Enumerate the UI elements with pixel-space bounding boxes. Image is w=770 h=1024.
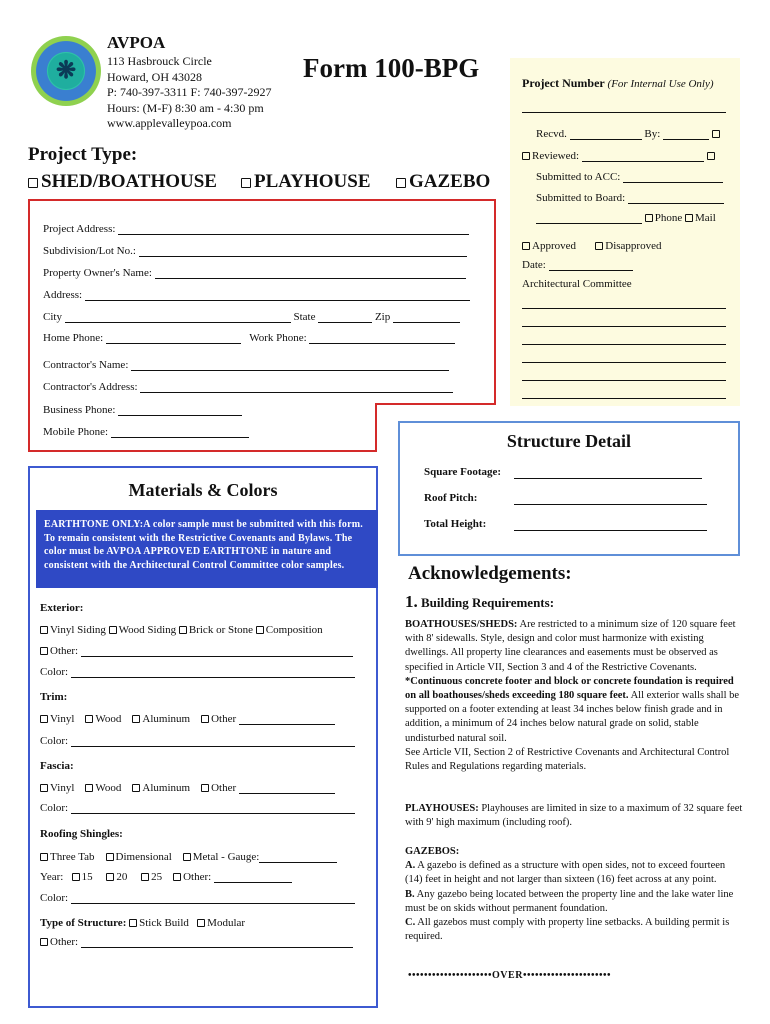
square-footage-label: Square Footage: [424, 466, 502, 478]
submitted-acc-field[interactable] [623, 182, 723, 183]
earthtone-banner: EARTHTONE ONLY:A color sample must be submitted with this form. To remain consistent with the Restrictive Covenants and Bylaws. The color must be AVPOA APPROVED EARTHTONE in nature and consistent with the Architectural Control Committee color samples. [36, 510, 378, 588]
checkbox[interactable] [522, 152, 530, 160]
checkbox[interactable] [85, 784, 93, 792]
structure-other-row: Other: [40, 936, 353, 948]
committee-line[interactable] [522, 380, 726, 381]
checkbox[interactable] [141, 873, 149, 881]
reviewed-row: Reviewed: [522, 150, 717, 162]
trim-color-field[interactable] [71, 746, 355, 747]
fascia-options: Vinyl Wood Aluminum Other [40, 782, 335, 794]
gazebo-option[interactable] [396, 171, 490, 193]
business-phone-field[interactable] [118, 415, 242, 416]
square-footage-field[interactable] [514, 478, 702, 479]
exterior-label: Exterior: [40, 602, 84, 614]
checkbox[interactable] [40, 626, 48, 634]
checkbox[interactable] [396, 178, 406, 188]
checkbox[interactable] [201, 784, 209, 792]
trim-other-field[interactable] [239, 724, 335, 725]
fascia-color-row: Color: [40, 802, 355, 814]
work-phone-field[interactable] [309, 343, 455, 344]
phone-mail-row: Phone Mail [536, 212, 716, 224]
submitted-board-field[interactable] [628, 203, 724, 204]
exterior-other-field[interactable] [81, 656, 353, 657]
mobile-phone-field[interactable] [111, 437, 249, 438]
reviewed-field[interactable] [582, 161, 704, 162]
address-line: 113 Hasbrouck Circle [107, 54, 212, 68]
contractor-name-field[interactable] [131, 370, 449, 371]
checkbox[interactable] [40, 938, 48, 946]
structure-type-row: Type of Structure: Stick Build Modular [40, 917, 246, 929]
checkbox[interactable] [40, 715, 48, 723]
committee-line[interactable] [522, 362, 726, 363]
contractor-address-row: Contractor's Address: [43, 381, 453, 393]
recvd-row: Recvd. By: [536, 128, 722, 140]
metal-gauge-field[interactable] [259, 862, 337, 863]
submitted-acc-row: Submitted to ACC: [536, 171, 723, 183]
exterior-other-row: Other: [40, 645, 353, 657]
acknowledgements-title: Acknowledgements: [408, 563, 572, 584]
gazebo-paragraph: GAZEBOS: A. A gazebo is defined as a structure with open sides, not to exceed fourteen (14) feet in height and not larger than sixteen (16) feet across at any point. B. Any gazebo being located between the property line and the lake water line must be on skids without permanent foundation. C. All gazebos must comply with property line setbacks. A building permit is required. [405, 846, 734, 943]
org-address [107, 54, 272, 132]
hours-line: Hours: (M-F) 8:30 am - 4:30 pm [107, 100, 264, 115]
fascia-label: Fascia: [40, 760, 74, 772]
checkbox[interactable] [132, 784, 140, 792]
business-phone-row: Business Phone: [43, 404, 242, 416]
city-field[interactable] [65, 322, 291, 323]
website-link[interactable]: www.applevalleypoa.com [107, 116, 232, 130]
trim-label: Trim: [40, 691, 68, 703]
city-state-zip-row: City State Zip [43, 311, 460, 323]
checkbox[interactable] [595, 242, 603, 250]
tree-icon: ❋ [48, 53, 84, 89]
avpoa-logo [31, 36, 101, 106]
year-options: Year: 15 20 25 Other: [40, 871, 292, 883]
contractor-name-row: Contractor's Name: [43, 359, 449, 371]
project-address-field[interactable] [118, 234, 469, 235]
checkbox[interactable] [256, 626, 264, 634]
roofing-color-field[interactable] [71, 903, 355, 904]
total-height-field[interactable] [514, 530, 707, 531]
mobile-phone-row: Mobile Phone: [43, 426, 249, 438]
checkbox[interactable] [712, 130, 720, 138]
fascia-color-field[interactable] [71, 813, 355, 814]
trim-color-row: Color: [40, 735, 355, 747]
fascia-other-field[interactable] [239, 793, 335, 794]
address-line: Howard, OH 43028 [107, 69, 202, 84]
checkbox[interactable] [522, 242, 530, 250]
committee-line[interactable] [522, 326, 726, 327]
contractor-address-field[interactable] [140, 392, 453, 393]
over-indicator: •••••••••••••••••••••OVER•••••••••••••••••••••• [408, 970, 611, 981]
checkbox[interactable] [685, 214, 693, 222]
boathouse-paragraph: BOATHOUSES/SHEDS: Are restricted to a minimum size of 120 square feet with 8' sidewalls. Style, design and color must harmonize with existing dwellings. All property line clearances and easements must be observed as specified in Article VII, Section 3 and 4 of the Restrictive Covenants. *Continuous concrete footer and block or concrete foundation is required on all boathouses/sheds exceeding 180 square feet. All exterior walls shall be supported on a footer extending at least 34 inches below finish grade and in addition, a minimum of 24 inches below natural grade on solid, stable undisturbed natural soil. See Article VII, Section 2 of Restrictive Covenants and Architectural Control Rules and Regulations regarding materials. [405, 619, 740, 773]
checkbox[interactable] [645, 214, 653, 222]
committee-line[interactable] [522, 308, 726, 309]
materials-title: Materials & Colors [128, 480, 278, 500]
shed-option[interactable] [28, 171, 217, 193]
phones-row: Home Phone: Work Phone: [43, 332, 455, 344]
roofing-color-row: Color: [40, 892, 355, 904]
date-field[interactable] [549, 270, 633, 271]
checkbox[interactable] [179, 626, 187, 634]
checkbox[interactable] [106, 853, 114, 861]
project-number-field[interactable] [522, 112, 726, 113]
submitted-board-row: Submitted to Board: [536, 192, 724, 204]
checkbox[interactable] [72, 873, 80, 881]
internal-use-panel [510, 58, 740, 406]
submission-date-field[interactable] [536, 223, 642, 224]
exterior-color-row: Color: [40, 666, 355, 678]
home-phone-field[interactable] [106, 343, 241, 344]
trim-options: Vinyl Wood Aluminum Other [40, 713, 335, 725]
roofing-label: Roofing Shingles: [40, 828, 123, 840]
owner-address-field[interactable] [85, 300, 470, 301]
playhouse-option[interactable] [241, 171, 371, 193]
checkbox[interactable] [129, 919, 137, 927]
project-number-label: Project Number (For Internal Use Only) [522, 76, 714, 90]
checkbox[interactable] [40, 853, 48, 861]
roof-pitch-label: Roof Pitch: [424, 492, 478, 504]
roofing-options: Three Tab Dimensional Metal - Gauge: [40, 851, 337, 863]
roof-pitch-field[interactable] [514, 504, 707, 505]
option-label: GAZEBO [409, 171, 491, 192]
materials-box [28, 466, 378, 1008]
checkbox[interactable] [85, 715, 93, 723]
checkbox[interactable] [28, 178, 38, 188]
checkbox[interactable] [173, 873, 181, 881]
structure-title: Structure Detail [506, 431, 632, 451]
checkbox[interactable] [106, 873, 114, 881]
owner-address-row: Address: [43, 289, 470, 301]
committee-line[interactable] [522, 344, 726, 345]
checkbox[interactable] [109, 626, 117, 634]
subdivision-row: Subdivision/Lot No.: [43, 245, 467, 257]
structure-detail-box [398, 421, 740, 556]
option-label: SHED/BOATHOUSE [41, 171, 217, 192]
checkbox[interactable] [241, 178, 251, 188]
year-other-field[interactable] [214, 882, 292, 883]
checkbox[interactable] [132, 715, 140, 723]
checkbox[interactable] [707, 152, 715, 160]
date-row: Date: [522, 259, 633, 271]
checkbox[interactable] [40, 784, 48, 792]
building-requirements-heading: 1. Building Requirements: [405, 592, 555, 611]
checkbox[interactable] [183, 853, 191, 861]
checkbox[interactable] [40, 647, 48, 655]
zip-field[interactable] [393, 322, 460, 323]
owner-name-field[interactable] [155, 278, 466, 279]
exterior-color-field[interactable] [71, 677, 355, 678]
committee-label: Architectural Committee [522, 278, 632, 290]
project-address-row: Project Address: [43, 223, 469, 235]
exterior-options: Vinyl Siding Wood Siding Brick or Stone Composition [40, 624, 323, 636]
state-field[interactable] [318, 322, 372, 323]
total-height-label: Total Height: [424, 518, 487, 530]
owner-name-row: Property Owner's Name: [43, 267, 466, 279]
recvd-field[interactable] [570, 139, 642, 140]
option-label: PLAYHOUSE [254, 171, 371, 192]
phone-line: P: 740-397-3311 F: 740-397-2927 [107, 85, 272, 99]
org-name: AVPOA [107, 33, 166, 52]
project-type-title: Project Type: [28, 144, 138, 165]
checkbox[interactable] [201, 715, 209, 723]
form-number: Form 100-BPG [303, 53, 480, 83]
playhouse-paragraph: PLAYHOUSES: Playhouses are limited in size to a maximum of 32 square feet with 9' high maximum (including roof). [405, 803, 743, 829]
subdivision-field[interactable] [139, 256, 467, 257]
checkbox[interactable] [197, 919, 205, 927]
approval-row: Approved Disapproved [522, 240, 661, 252]
committee-line[interactable] [522, 398, 726, 399]
structure-other-field[interactable] [81, 947, 353, 948]
by-field[interactable] [663, 139, 709, 140]
